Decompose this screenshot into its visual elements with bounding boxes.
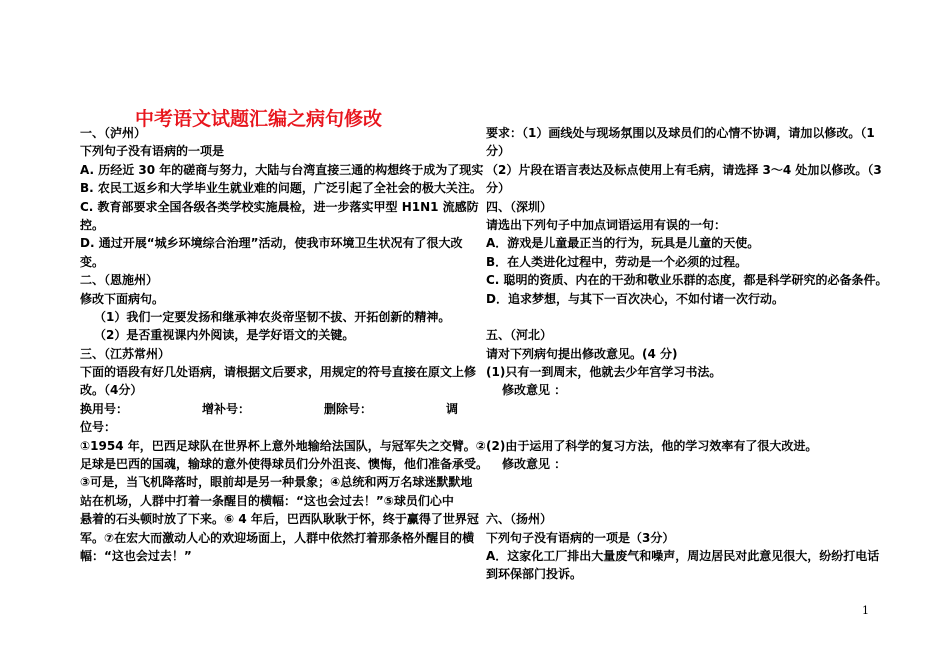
section-6-prompt: 下列句子没有语病的一项是（3分） [486,530,675,545]
spacer [486,473,876,491]
section-2-question-2: （2）是否重视课内外阅读，是学好语文的关键。 [94,328,355,343]
section-2-question-1: （1）我们一定要发扬和继承神农炎帝坚韧不拔、开拓创新的精神。 [94,309,451,324]
correction-symbols [80,400,470,418]
option-d-line-2: 变。 [80,254,105,269]
section-6-header: 六、（扬州） [486,512,553,527]
section-3-prompt-2: 改。（4分） [80,383,143,398]
section-4-prompt: 请选出下列句子中加点词语运用有误的一句： [486,217,727,232]
section-4-option-a: A．游戏是儿童最正当的行为，玩具是儿童的天使。 [486,236,760,251]
requirement-1-line-1: 要求：（1）画线处与现场氛围以及球员们的心情不协调，请加以修改。（1 [486,126,875,140]
spacer [486,418,876,436]
section-3-prompt-1: 下面的语段有好几处语病，请根据文后要求，用规定的符号直接在原文上修 [80,365,477,380]
passage-line-5: 悬着的石头顿时放了下来。⑥ 4 年后，巴西队耿耿于怀，终于赢得了世界冠 [80,512,479,527]
section-6-option-a-line-2: 到环保部门投诉。 [486,567,583,582]
section-5-header: 五、（河北） [486,328,553,343]
right-column [486,124,888,584]
passage-line-1: ①1954 年，巴西足球队在世界杯上意外地输给法国队，与冠军失之交臂。② [80,438,486,453]
requirement-2-line-2: 分） [486,181,511,196]
spacer [486,400,876,418]
swap-symbol-label: 换用号： [80,401,129,416]
section-5-opinion-1: 修改意见 ： [502,383,567,398]
section-4-option-c: C. 聪明的资质、内在的干劲和敬业乐群的态度，都是科学研究的必备条件。 [486,273,888,288]
section-6-option-a-line-1: A．这家化工厂排出大量废气和噪声，周边居民对此意见很大，纷纷打电话 [486,548,880,563]
left-column [80,124,489,565]
passage-line-4: 站在机场，人群中打着一条醒目的横幅：“这也会过去！”⑤球员们心中 [80,493,454,508]
requirement-1-line-2: 分） [486,144,511,159]
passage-line-2: 足球是巴西的国魂，输球的意外使得球员们分外沮丧、懊悔，他们准备承受。 [80,457,489,472]
passage-line-3: ③可是，当飞机降落时，眼前却是另一种景象；④总统和两万名球迷默默地 [80,475,473,490]
passage-line-6: 军。⑦在宏大而激动人心的欢迎场面上，人群中依然打着那条格外醒目的横 [80,530,475,545]
section-4-option-b: B．在人类进化过程中，劳动是一个必须的过程。 [486,254,748,269]
option-b: B. 农民工返乡和大学毕业生就业难的问题，广泛引起了全社会的极大关注。 [80,181,482,196]
section-3-header: 三、（江苏常州） [80,346,171,361]
requirement-2-line-1: （2）片段在语言表达及标点使用上有毛病，请选择 3～4 处加以修改。（3 [486,162,882,177]
page-number: 1 [862,604,869,617]
section-5-question-2: (2)由于运用了科学的复习方法，他的学习效率有了很大改进。 [486,438,818,453]
section-4-option-d: D．追求梦想，与其下一百次决心，不如付诸一次行动。 [486,291,784,306]
section-5-opinion-2: 修改意见 ： [502,457,567,472]
section-1-header: 一、（泸州） [80,126,147,140]
option-a-text: A. 历经近 30 年的磋商与努力，大陆与台湾直接三通的构想终于成为了现 [80,162,472,177]
passage-line-7: 幅：“这也会过去！” [80,549,192,564]
option-c-line-1: C. 教育部要求全国各级各类学校实施晨检，进一步落实甲型 H1N1 流感防 [80,199,479,214]
reorder-symbol-label: 调 [445,401,458,416]
option-c-line-2: 控。 [80,217,105,232]
section-4-header: 四、（深圳） [486,199,553,214]
option-d-line-1: D. 通过开展“城乡环境综合治理”活动，使我市环境卫生状况有了很大改 [80,236,463,251]
spacer [486,308,876,326]
option-a-line-1 [80,161,484,179]
section-5-prompt: 请对下列病句提出修改意见。(4 分) [486,346,678,361]
section-2-header: 二、（恩施州） [80,273,159,288]
insert-symbol-label: 增补号： [201,401,250,416]
spacer [486,492,876,510]
section-2-prompt: 修改下面病句。 [80,291,165,306]
reorder-symbol-label-cont: 位号： [80,420,117,435]
delete-symbol-label: 删除号： [323,401,372,416]
page-title: 中考语文试题汇编之病句修改 [135,108,383,130]
option-a-end: 实 [471,162,484,177]
section-5-question-1: (1)只有一到周末，他就去少年宫学习书法。 [486,365,722,380]
section-1-prompt: 下列句子没有语病的一项是 [80,144,225,159]
